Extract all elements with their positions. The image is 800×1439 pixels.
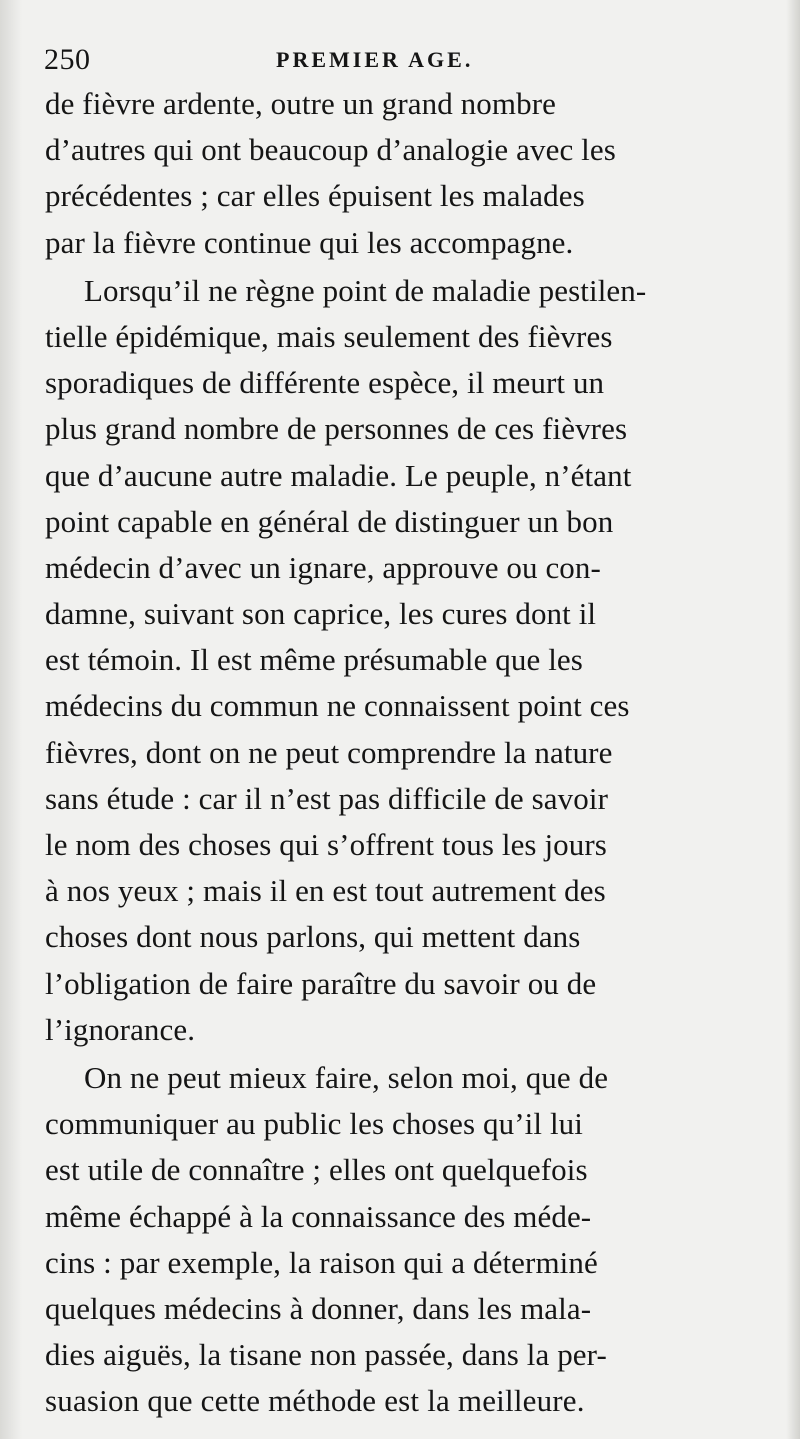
- text-line: quelques médecins à donner, dans les mala-: [45, 1290, 592, 1326]
- text-line: même échappé à la connaissance des méde-: [45, 1198, 592, 1234]
- page-header: [44, 36, 564, 84]
- text-line: point capable en général de distinguer un bon: [45, 503, 614, 539]
- text-line: On ne peut mieux faire, selon moi, que de: [84, 1059, 609, 1095]
- text-line: sporadiques de différente espèce, il meurt un: [45, 365, 605, 401]
- running-head: PREMIER AGE.: [276, 47, 474, 72]
- text-line: damne, suivant son caprice, les cures dont il: [45, 596, 597, 632]
- page-edge-shadow-right: [786, 0, 800, 1439]
- text-line: choses dont nous parlons, qui mettent dans: [45, 919, 581, 955]
- text-line: est utile de connaître ; elles ont quelquefois: [45, 1152, 588, 1188]
- text-line: l’ignorance.: [45, 1011, 196, 1047]
- text-line: communiquer au public les choses qu’il lui: [45, 1106, 583, 1142]
- text-line: dies aiguës, la tisane non passée, dans la per-: [45, 1337, 607, 1373]
- text-line: tielle épidémique, mais seulement des fièvres: [45, 318, 613, 354]
- text-line: d’autres qui ont beaucoup d’analogie avec les: [45, 132, 616, 168]
- page-number: 250: [44, 43, 91, 76]
- page-edge-shadow-left: [0, 0, 22, 1439]
- text-line: est témoin. Il est même présumable que les: [45, 642, 583, 678]
- page-body-text: [45, 81, 757, 1424]
- text-line: précédentes ; car elles épuisent les malades: [45, 178, 585, 214]
- text-line: à nos yeux ; mais il en est tout autrement des: [45, 873, 606, 909]
- text-line: Lorsqu’il ne règne point de maladie pestilen-: [84, 272, 647, 308]
- paragraph-2: [45, 268, 757, 1053]
- text-line: sans étude : car il n’est pas difficile de savoir: [45, 780, 609, 816]
- text-line: médecin d’avec un ignare, approuve ou con-: [45, 549, 601, 585]
- text-line: plus grand nombre de personnes de ces fièvres: [45, 411, 628, 447]
- text-line: suasion que cette méthode est la meilleure.: [45, 1383, 585, 1419]
- text-line: l’obligation de faire paraître du savoir ou de: [45, 965, 597, 1001]
- text-line: médecins du commun ne connaissent point ces: [45, 688, 630, 724]
- paragraph-3: [45, 1055, 757, 1425]
- text-line: de fièvre ardente, outre un grand nombre: [45, 86, 556, 121]
- paragraph-1: [45, 81, 757, 266]
- text-line: le nom des choses qui s’offrent tous les jours: [45, 827, 607, 862]
- text-line: par la fièvre continue qui les accompagne.: [45, 224, 574, 260]
- text-line: fièvres, dont on ne peut comprendre la nature: [45, 734, 613, 770]
- text-line: que d’aucune autre maladie. Le peuple, n’étant: [45, 457, 632, 493]
- text-line: cins : par exemple, la raison qui a déterminé: [45, 1244, 598, 1280]
